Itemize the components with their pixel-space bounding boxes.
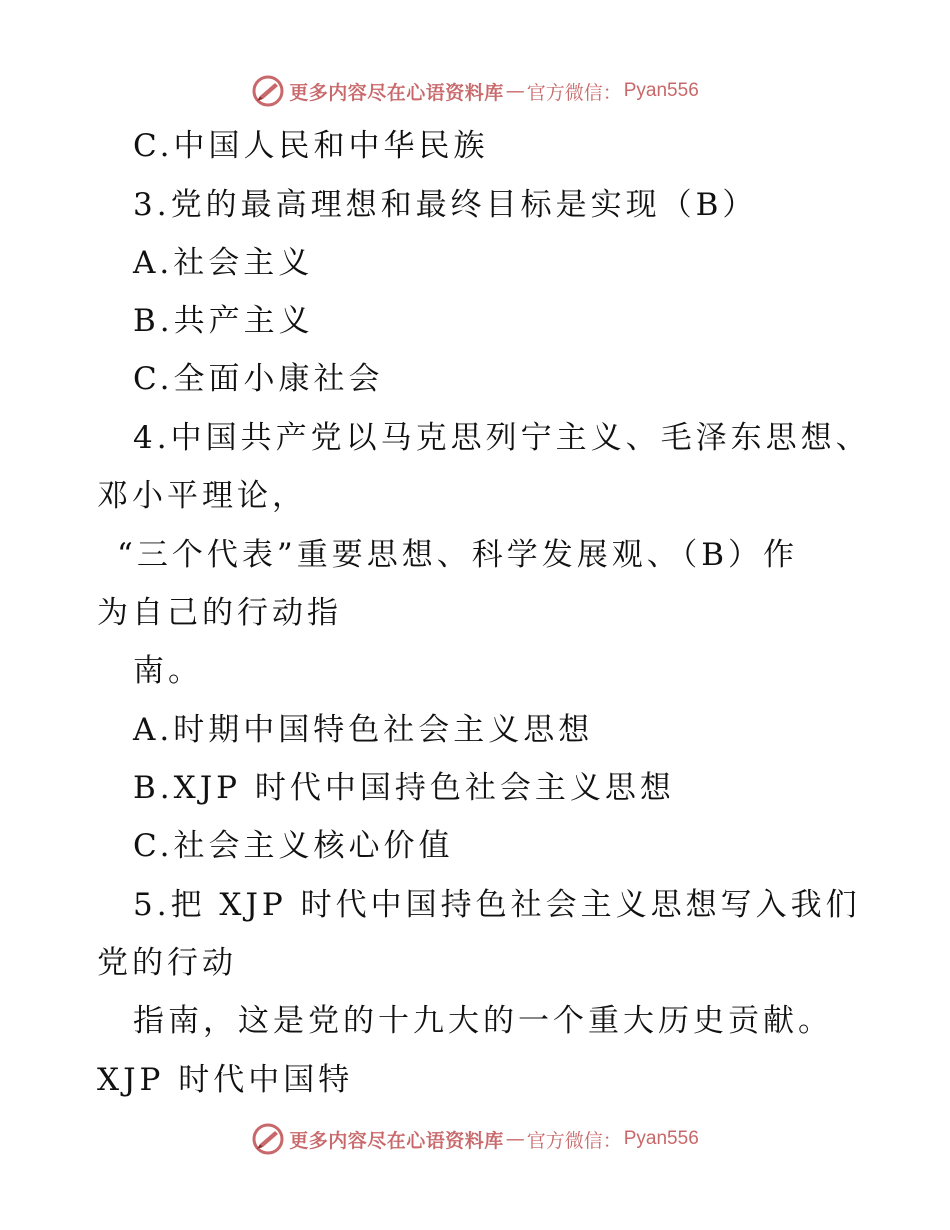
banner-separator: — (505, 80, 525, 102)
text-line: 邓小平理论， (97, 478, 307, 514)
text-line: 党的行动 (97, 945, 237, 981)
text-line: XJP 时代中国特 (97, 1062, 354, 1098)
text-line: “三个代表”重要思想、科学发展观、（B）作 (117, 537, 798, 573)
banner-site-text: 更多内容尽在心语资料库 (289, 1129, 504, 1152)
text-line: 指南，这是党的十九大的一个重大历史贡献。 (133, 1003, 833, 1039)
banner-official-label: 官方微信： (526, 81, 622, 104)
text-line: C.全面小康社会 (133, 361, 384, 397)
text-line: B.XJP 时代中国持色社会主义思想 (133, 770, 675, 806)
header-banner (0, 71, 950, 111)
banner-site-text: 更多内容尽在心语资料库 (289, 81, 504, 104)
banner-wechat-id: Pyan556 (623, 80, 699, 101)
text-line: 南。 (133, 653, 203, 689)
text-line: C.社会主义核心价值 (133, 828, 454, 864)
text-line: A.时期中国特色社会主义思想 (133, 712, 594, 748)
logo-icon (251, 1122, 285, 1156)
text-line: 5.把 XJP 时代中国持色社会主义思想写入我们 (133, 887, 861, 923)
banner-official-label: 官方微信： (526, 1129, 622, 1152)
text-line: C.中国人民和中华民族 (133, 128, 489, 164)
text-line: A.社会主义 (133, 245, 314, 281)
banner-separator: — (505, 1128, 525, 1150)
text-line: B.共产主义 (133, 303, 314, 339)
logo-icon (251, 74, 285, 108)
text-line: 4.中国共产党以马克思列宁主义、毛泽东思想、 (133, 420, 871, 456)
banner-wechat-id: Pyan556 (623, 1128, 699, 1149)
footer-banner (0, 1119, 950, 1159)
text-line: 3.党的最高理想和最终目标是实现（B） (133, 187, 758, 223)
text-line: 为自己的行动指 (97, 595, 342, 631)
